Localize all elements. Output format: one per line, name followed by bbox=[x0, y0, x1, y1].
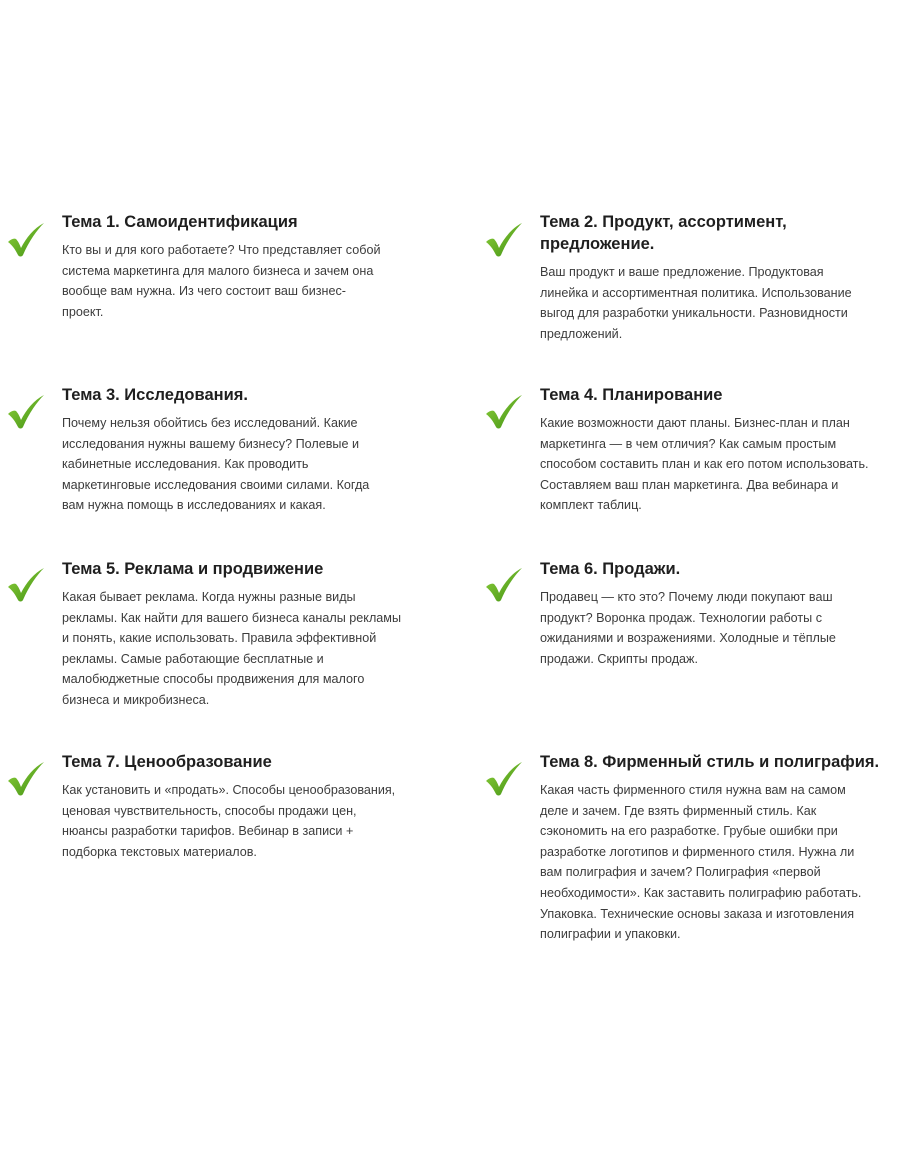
topic-5 bbox=[62, 558, 412, 711]
topic-description: Ваш продукт и ваше предложение. Продуктовая линейка и ассортиментная политика. Использование выгод для разработки уникальности. Разновидности предложений. bbox=[540, 265, 852, 341]
topic-6 bbox=[540, 558, 890, 669]
topic-description: Кто вы и для кого работаете? Что представляет собой система маркетинга для малого бизнеса и зачем она вообще вам нужна. Из чего состоит ваш бизнес-проект. bbox=[62, 243, 381, 319]
check-icon bbox=[6, 222, 46, 258]
check-icon bbox=[484, 222, 524, 258]
topic-description: Почему нельзя обойтись без исследований. Какие исследования нужны вашему бизнесу? Полевые и кабинетные исследования. Как проводить маркетинговые исследования своими силами. Когда вам нужна помощь в исследованиях и какая. bbox=[62, 416, 370, 513]
check-icon bbox=[484, 394, 524, 430]
topic-2 bbox=[540, 211, 890, 344]
topic-description: Как установить и «продать». Способы ценообразования, ценовая чувствительность, способы продажи цен, нюансы разработки тарифов. Вебинар в записи + подборка текстовых материалов. bbox=[62, 783, 396, 859]
topic-4 bbox=[540, 384, 890, 516]
topic-description: Какая часть фирменного стиля нужна вам на самом деле и зачем. Где взять фирменный стиль. Как сэкономить на его разработке. Грубые ошибки при разработке логотипов и фирменного стиля. Нужна ли вам полиграфия и зачем? Полиграфия «первой необходимости». Как заставить полиграфию работать. Упаковка. Технические основы заказа и изготовления полиграфии и упаковки. bbox=[540, 783, 862, 942]
topic-description: Продавец — кто это? Почему люди покупают ваш продукт? Воронка продаж. Технологии работы с ожиданиями и возражениями. Холодные и тёплые продажи. Скрипты продаж. bbox=[540, 590, 836, 666]
topic-title: Тема 5. Реклама и продвижение bbox=[62, 560, 324, 578]
topic-8 bbox=[540, 751, 890, 945]
topic-1 bbox=[62, 211, 412, 322]
topic-title: Тема 1. Самоидентификация bbox=[62, 213, 298, 231]
topic-title: Тема 7. Ценообразование bbox=[62, 753, 272, 771]
check-icon bbox=[6, 567, 46, 603]
topic-description: Какие возможности дают планы. Бизнес-план и план маркетинга — в чем отличия? Как самым простым способом составить план и как его потом использовать. Составляем ваш план маркетинга. Два вебинара и комплект таблиц. bbox=[540, 416, 869, 513]
topic-title: Тема 3. Исследования. bbox=[62, 386, 248, 404]
topic-3 bbox=[62, 384, 412, 516]
topic-description: Какая бывает реклама. Когда нужны разные виды рекламы. Как найти для вашего бизнеса каналы рекламы и понять, какие использовать. Правила эффективной рекламы. Самые работающие бесплатные и малобюджетные способы продвижения для малого бизнеса и микробизнеса. bbox=[62, 590, 402, 707]
check-icon bbox=[6, 761, 46, 797]
topic-title: Тема 6. Продажи. bbox=[540, 560, 681, 578]
topic-title: Тема 2. Продукт, ассортимент, предложение. bbox=[540, 213, 787, 253]
check-icon bbox=[484, 567, 524, 603]
topic-title: Тема 8. Фирменный стиль и полиграфия. bbox=[540, 753, 880, 771]
topic-7 bbox=[62, 751, 412, 862]
check-icon bbox=[484, 761, 524, 797]
topic-title: Тема 4. Планирование bbox=[540, 386, 723, 404]
check-icon bbox=[6, 394, 46, 430]
